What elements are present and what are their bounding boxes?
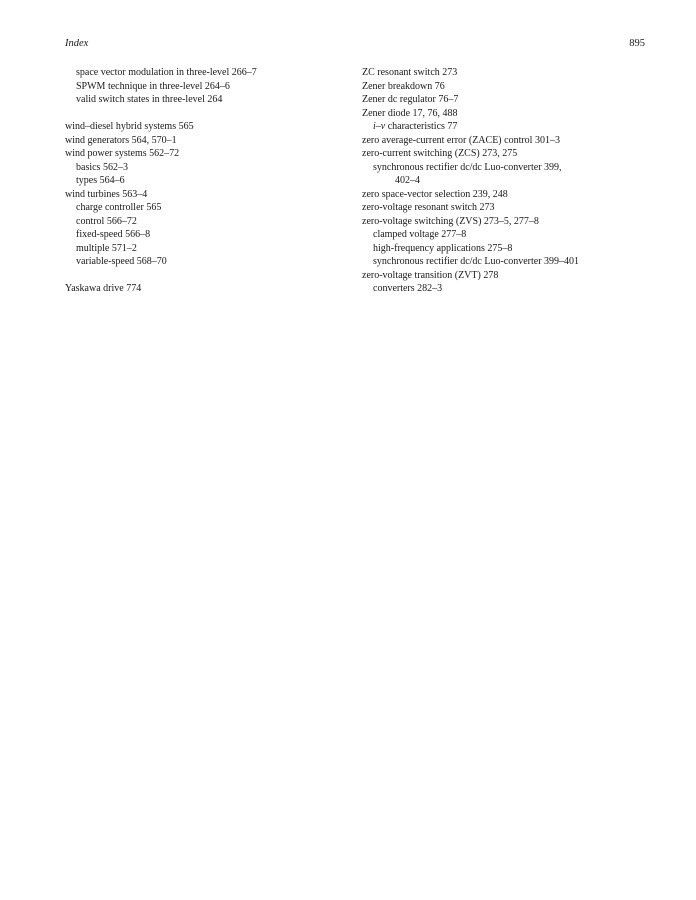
index-entry-text: SPWM technique in three-level 264–6	[76, 80, 230, 92]
index-entry-text: zero average-current error (ZACE) control 301–3	[362, 134, 560, 146]
index-column-right	[362, 66, 652, 296]
index-subentry	[65, 161, 345, 175]
index-subentry	[65, 66, 345, 80]
index-subentry	[65, 201, 345, 215]
index-entry-text: synchronous rectifier dc/dc Luo-converter 399–401	[373, 256, 580, 267]
index-subentry	[362, 242, 652, 256]
index-entry	[65, 134, 345, 148]
index-entry-text: synchronous rectifier dc/dc Luo-converter 399,	[373, 161, 562, 173]
index-entry-text: Zener breakdown 76	[362, 80, 445, 92]
index-entry	[362, 134, 652, 148]
index-subentry	[65, 228, 345, 242]
index-entry-text: zero-current switching (ZCS) 273, 275	[362, 148, 518, 159]
index-column-left	[65, 66, 345, 296]
index-entry	[362, 188, 652, 202]
index-subentry	[362, 161, 652, 175]
index-subentry	[362, 228, 652, 242]
index-entry-text: zero-voltage switching (ZVS) 273–5, 277–8	[362, 215, 539, 227]
index-entry	[362, 107, 652, 121]
index-entry	[362, 147, 652, 161]
index-entry-text: fixed-speed 566–8	[76, 229, 151, 240]
index-subentry	[362, 282, 652, 296]
index-entry-text: Yaskawa drive 774	[65, 283, 142, 294]
index-entry-text: types 564–6	[76, 175, 125, 186]
index-entry-text: valid switch states in three-level 264	[76, 94, 223, 105]
index-subentry	[65, 174, 345, 188]
index-entry-text: multiple 571–2	[76, 242, 137, 254]
index-entry	[362, 80, 652, 94]
index-entry	[362, 215, 652, 229]
index-entry-text: 402–4	[395, 175, 420, 186]
index-entry-text: zero-voltage transition (ZVT) 278	[362, 269, 499, 281]
index-entry-text: zero-voltage resonant switch 273	[362, 202, 495, 213]
index-entry-text: clamped voltage 277–8	[373, 229, 467, 240]
index-subentry	[65, 215, 345, 229]
page-number: 895	[629, 38, 645, 49]
index-entry-text: wind generators 564, 570–1	[65, 134, 177, 146]
index-entry	[362, 93, 652, 107]
index-entry-text: ZC resonant switch 273	[362, 67, 458, 78]
index-entry-text: wind–diesel hybrid systems 565	[65, 121, 194, 132]
index-entry-text: Zener diode 17, 76, 488	[362, 107, 458, 119]
index-entry-text: Zener dc regulator 76–7	[362, 94, 459, 105]
index-entry-text: space vector modulation in three-level 266–7	[76, 67, 257, 78]
index-entry-text: basics 562–3	[76, 161, 128, 173]
index-subentry	[362, 174, 652, 188]
index-entry	[362, 66, 652, 80]
index-entry	[65, 282, 345, 296]
index-subentry	[65, 80, 345, 94]
index-entry-text: control 566–72	[76, 215, 137, 227]
index-gap	[65, 107, 345, 121]
index-entry	[65, 188, 345, 202]
index-entry-text: zero space-vector selection 239, 248	[362, 188, 508, 200]
index-entry-text: wind turbines 563–4	[65, 188, 148, 200]
index-entry-text: converters 282–3	[373, 283, 443, 294]
index-subentry	[362, 255, 652, 269]
index-subentry	[65, 242, 345, 256]
index-subentry	[65, 93, 345, 107]
index-entry-text: variable-speed 568–70	[76, 256, 167, 267]
index-entry-text: charge controller 565	[76, 202, 162, 213]
index-entry-text: characteristics 77	[385, 121, 458, 132]
running-head	[65, 38, 645, 52]
index-entry-italic: i–v	[373, 121, 386, 132]
index-entry-text: high-frequency applications 275–8	[373, 242, 513, 254]
index-subentry	[65, 255, 345, 269]
index-subentry	[362, 120, 652, 134]
index-entry	[65, 120, 345, 134]
index-entry	[65, 147, 345, 161]
index-entry-text: wind power systems 562–72	[65, 148, 180, 159]
index-gap	[65, 269, 345, 283]
index-entry	[362, 269, 652, 283]
index-entry	[362, 201, 652, 215]
running-head-title: Index	[65, 38, 89, 49]
